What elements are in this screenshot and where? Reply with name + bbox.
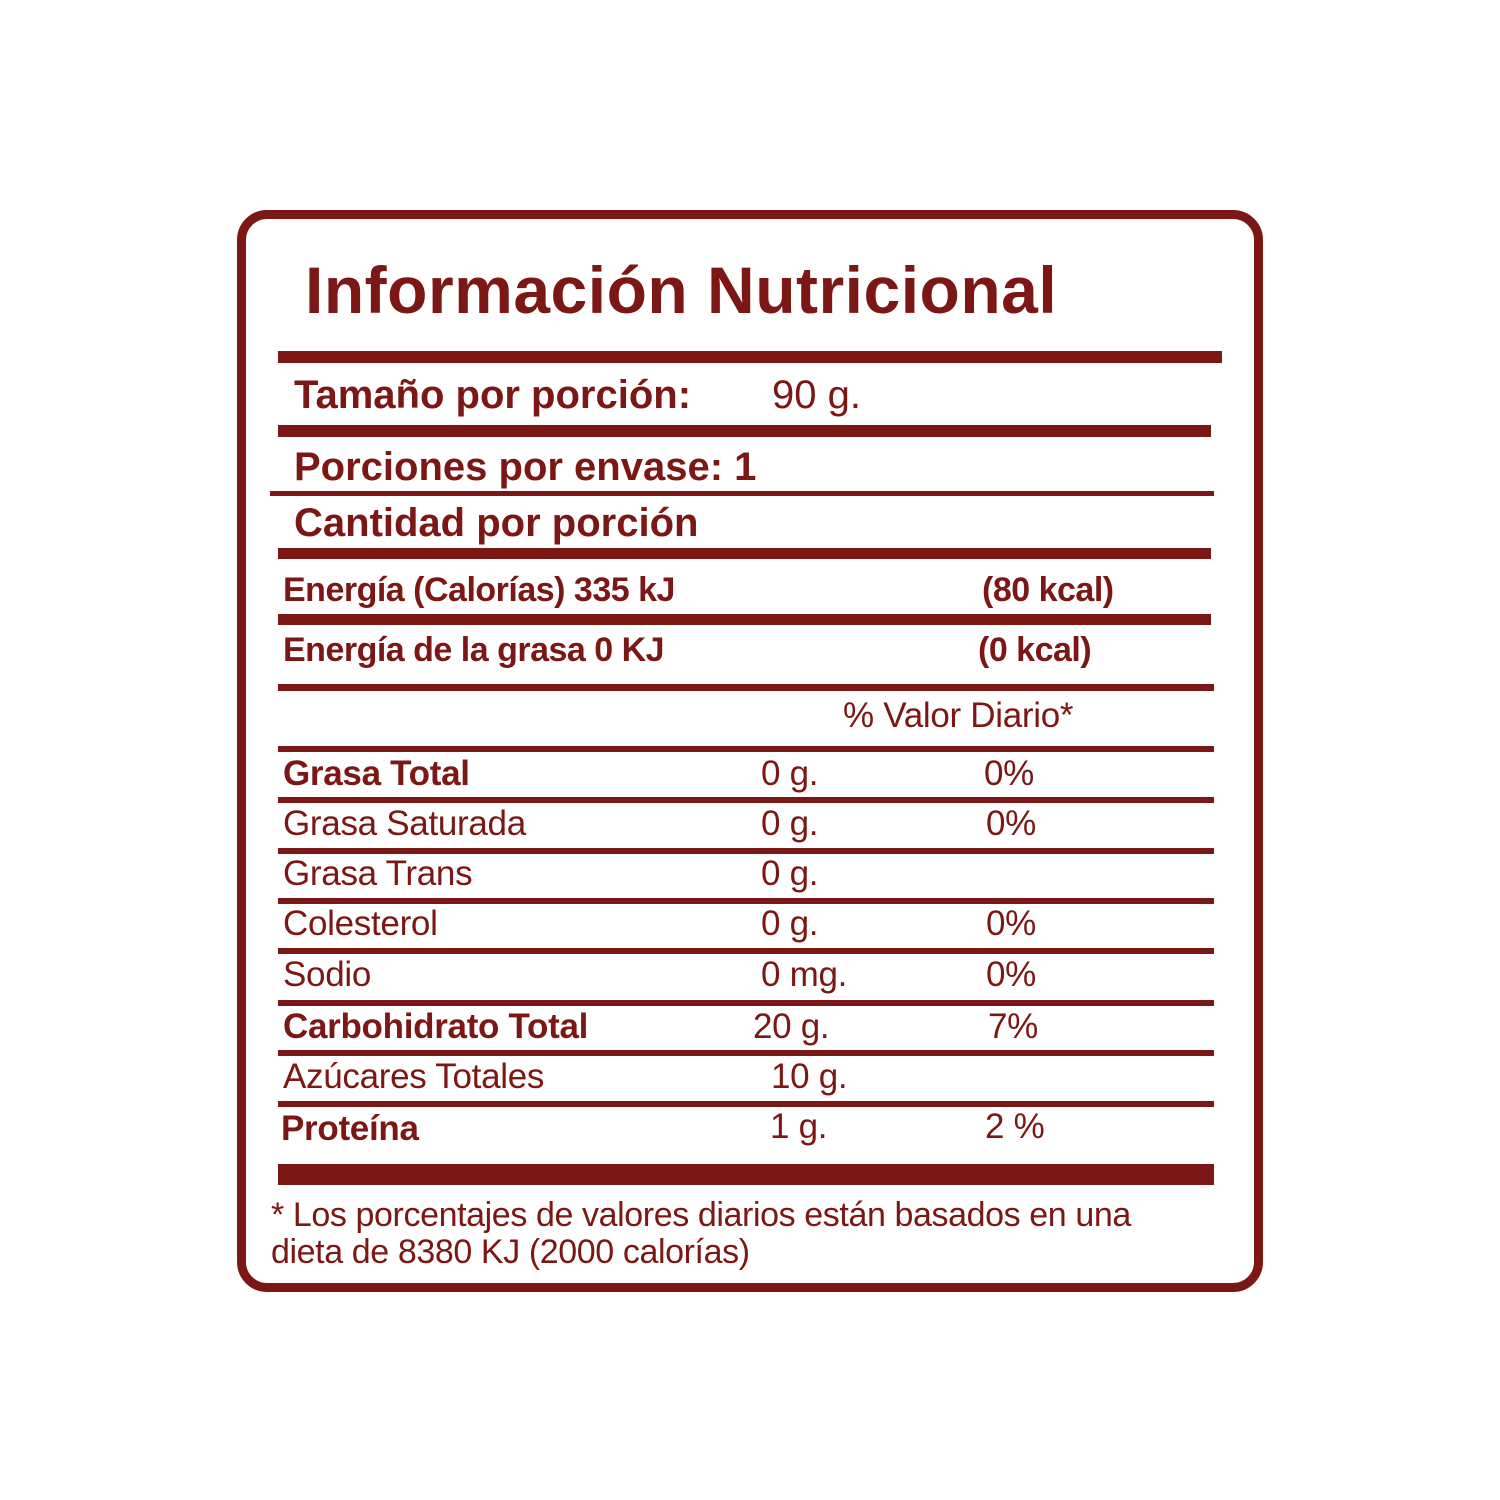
energy-fat-kcal: (0 kcal) <box>978 631 1092 669</box>
divider <box>278 1050 1214 1056</box>
nutrient-amount: 10 g. <box>771 1057 848 1096</box>
nutrient-dv: 0% <box>986 804 1036 843</box>
energy-fat-label: Energía de la grasa 0 KJ <box>283 631 665 669</box>
divider <box>278 351 1222 363</box>
nutrient-dv: 0% <box>986 955 1036 994</box>
nutrient-name-grasa-saturada: Grasa Saturada <box>283 804 526 843</box>
divider <box>278 1164 1214 1185</box>
divider <box>278 684 1214 691</box>
nutrient-dv: 0% <box>984 754 1034 793</box>
divider <box>278 425 1211 437</box>
nutrient-amount: 20 g. <box>753 1007 830 1046</box>
divider <box>270 491 1214 496</box>
nutrient-amount: 0 g. <box>761 904 819 943</box>
serving-size-label: Tamaño por porción: <box>294 373 692 417</box>
divider <box>278 614 1211 625</box>
divider <box>278 548 1211 559</box>
nutrient-dv: 0% <box>986 904 1036 943</box>
serving-size-value: 90 g. <box>772 373 861 417</box>
energy-kcal: (80 kcal) <box>982 571 1114 609</box>
label-title: Información Nutricional <box>305 253 1058 327</box>
nutrient-amount: 0 g. <box>761 854 819 893</box>
daily-value-header: % Valor Diario* <box>843 696 1074 735</box>
nutrient-name-carbohidrato-total: Carbohidrato Total <box>283 1007 589 1046</box>
nutrient-name-grasa-total: Grasa Total <box>283 754 470 793</box>
nutrient-name-proteina: Proteína <box>281 1109 419 1148</box>
divider <box>278 1000 1214 1006</box>
nutrient-name-sodio: Sodio <box>283 955 372 994</box>
divider <box>278 948 1214 954</box>
nutrient-name-colesterol: Colesterol <box>283 904 438 943</box>
footnote-line-2: dieta de 8380 KJ (2000 calorías) <box>271 1233 750 1271</box>
amount-per-serving: Cantidad por porción <box>294 501 699 545</box>
nutrient-name-azucares-totales: Azúcares Totales <box>283 1057 545 1096</box>
servings-per-container: Porciones por envase: 1 <box>294 445 757 489</box>
nutrient-amount: 0 mg. <box>761 955 848 994</box>
nutrient-name-grasa-trans: Grasa Trans <box>283 854 473 893</box>
nutrient-dv: 7% <box>988 1007 1038 1046</box>
nutrient-amount: 0 g. <box>761 804 819 843</box>
footnote-line-1: * Los porcentajes de valores diarios están basados en una <box>271 1196 1131 1234</box>
energy-label: Energía (Calorías) 335 kJ <box>283 571 675 609</box>
divider <box>278 746 1214 752</box>
divider <box>278 1101 1214 1107</box>
nutrient-amount: 0 g. <box>761 754 819 793</box>
divider <box>278 797 1214 803</box>
nutrient-dv: 2 % <box>985 1107 1045 1146</box>
nutrient-amount: 1 g. <box>770 1107 828 1146</box>
